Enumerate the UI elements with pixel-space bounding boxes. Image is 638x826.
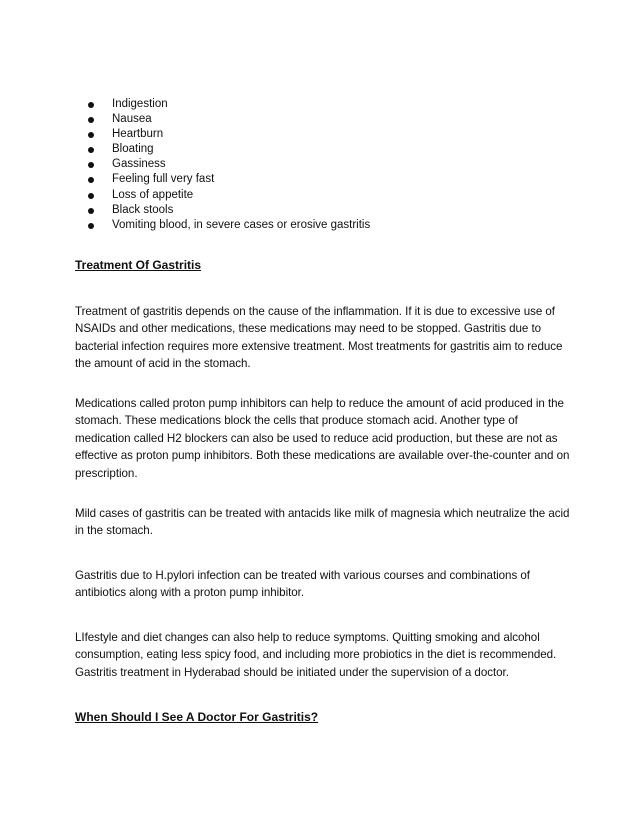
list-item: Indigestion <box>85 97 370 112</box>
list-item: Feeling full very fast <box>85 172 370 187</box>
treatment-paragraph: Treatment of gastritis depends on the cause of the inflammation. If it is due to excessive use of NSAIDs and other medications, these medications may need to be stopped. Gastritis due to bacterial infection requires more extensive treatment. Most treatments for gastritis aim to reduce the amount of acid in the stomach. <box>75 305 563 371</box>
list-item: Loss of appetite <box>85 188 370 203</box>
list-item: Nausea <box>85 112 370 127</box>
treatment-heading: Treatment Of Gastritis <box>75 258 202 272</box>
list-item: Gassiness <box>85 157 370 172</box>
list-item: Bloating <box>85 142 370 157</box>
list-item: Vomiting blood, in severe cases or erosive gastritis <box>85 218 370 233</box>
symptoms-list <box>85 97 370 233</box>
medications-paragraph: Medications called proton pump inhibitors can help to reduce the amount of acid produced in the stomach. These medications block the cells that produce stomach acid. Another type of medication called H2 blockers can also be used to reduce acid production, but these are not as effective as proton pump inhibitors. Both these medications are available over-the-counter and on prescription. <box>75 397 570 480</box>
lifestyle-paragraph: LIfestyle and diet changes can also help to reduce symptoms. Quitting smoking and alcohol consumption, eating less spicy food, and including more probiotics in the diet is recommended. Gastritis treatment in Hyderabad should be initiated under the supervision of a doctor. <box>75 631 557 679</box>
list-item: Black stools <box>85 203 370 218</box>
antacids-paragraph: Mild cases of gastritis can be treated with antacids like milk of magnesia which neutralize the acid in the stomach. <box>75 507 570 538</box>
list-item: Heartburn <box>85 127 370 142</box>
doctor-heading: When Should I See A Doctor For Gastritis? <box>75 710 319 724</box>
hpylori-paragraph: Gastritis due to H.pylori infection can be treated with various courses and combinations of antibiotics along with a proton pump inhibitor. <box>75 569 530 600</box>
